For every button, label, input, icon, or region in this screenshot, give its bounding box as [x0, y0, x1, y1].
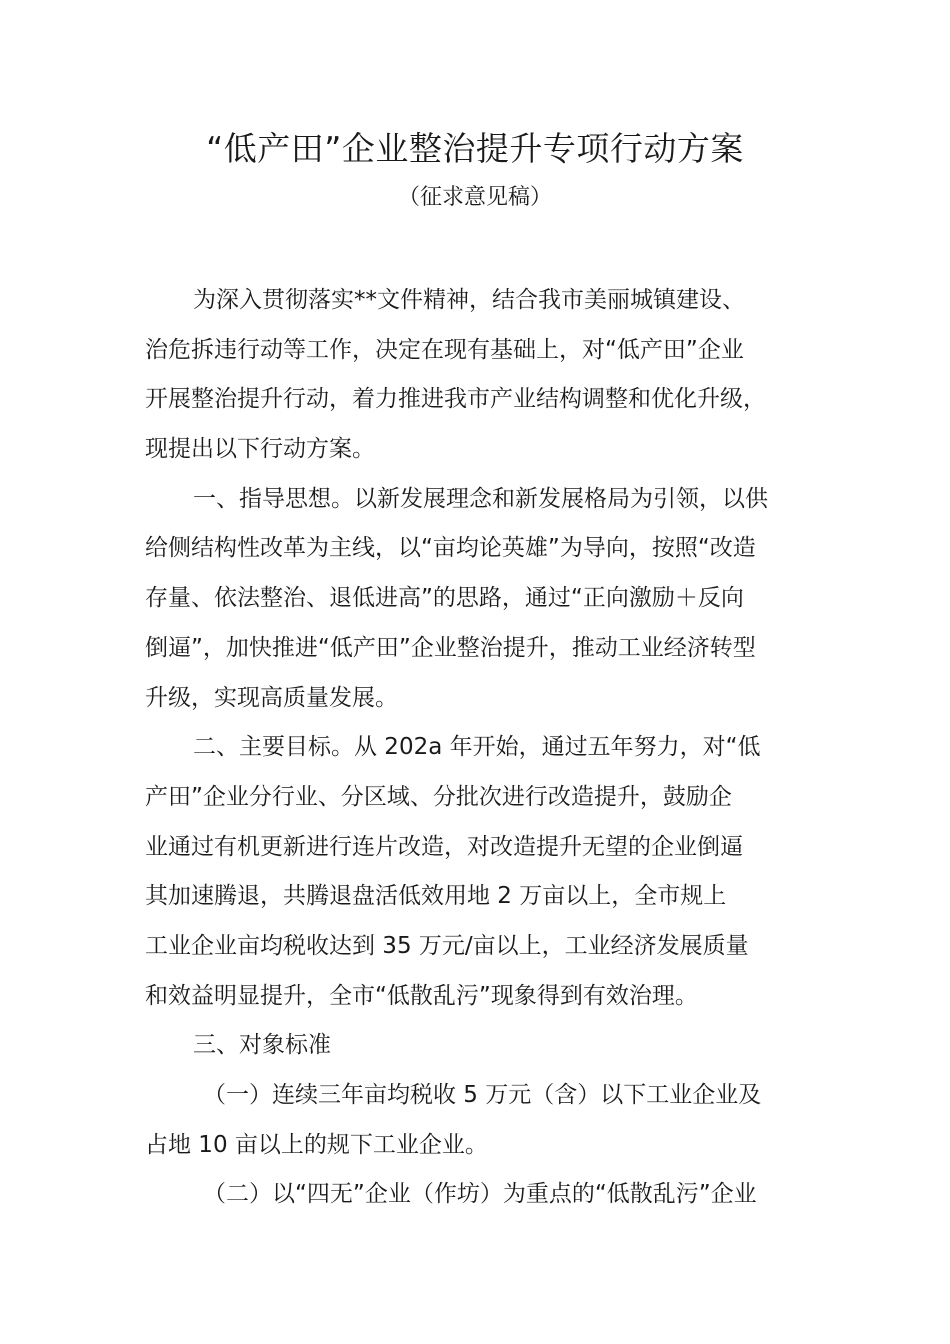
body-line: 其加速腾退，共腾退盘活低效用地 2 万亩以上，全市规上 [145, 883, 727, 910]
body-line: 升级，实现高质量发展。 [145, 684, 398, 711]
document-subtitle: （征求意见稿） [397, 185, 552, 210]
section-heading-target-standards: 三、对象标准 [193, 1032, 331, 1059]
body-line: 存量、依法整治、退低进高”的思路，通过“正向激励＋反向 [145, 585, 744, 612]
section-heading-main-goals: 二、主要目标。从 202a 年开始，通过五年努力，对“低 [193, 734, 761, 761]
body-line: 产田”企业分行业、分区域、分批次进行改造提升，鼓励企 [145, 783, 732, 810]
body-line: 给侧结构性改革为主线，以“亩均论英雄”为导向，按照“改造 [145, 535, 756, 562]
body-line: 为深入贯彻落实**文件精神，结合我市美丽城镇建设、 [193, 287, 745, 313]
document-body [145, 276, 835, 1220]
body-line: 和效益明显提升，全市“低散乱污”现象得到有效治理。 [145, 982, 698, 1009]
subsection-item-1: （一）连续三年亩均税收 5 万元（含）以下工业企业及 [203, 1082, 762, 1108]
body-line: 业通过有机更新进行连片改造，对改造提升无望的企业倒逼 [145, 833, 743, 860]
body-line: 工业企业亩均税收达到 35 万元/亩以上，工业经济发展质量 [145, 932, 749, 959]
document-title: “低产田”企业整治提升专项行动方案 [206, 129, 744, 168]
section-heading-guiding-thought: 一、指导思想。以新发展理念和新发展格局为引领，以供 [193, 485, 768, 512]
body-line: 倒逼”，加快推进“低产田”企业整治提升，推动工业经济转型 [145, 634, 756, 661]
subsection-item-2: （二）以“四无”企业（作坊）为重点的“低散乱污”企业 [203, 1181, 757, 1208]
body-line: 占地 10 亩以上的规下工业企业。 [145, 1131, 488, 1158]
body-line: 开展整治提升行动，着力推进我市产业结构调整和优化升级， [145, 386, 766, 413]
body-line: 治危拆违行动等工作，决定在现有基础上，对“低产田”企业 [145, 336, 744, 363]
body-line: 现提出以下行动方案。 [145, 436, 375, 463]
